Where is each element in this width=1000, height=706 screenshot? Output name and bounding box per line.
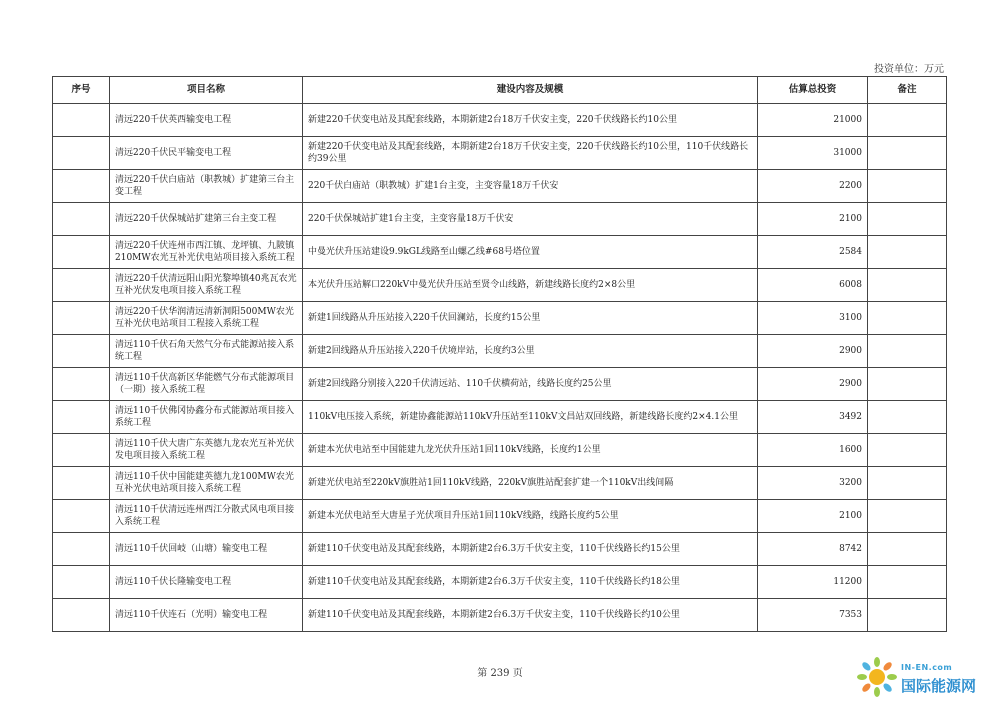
table-row xyxy=(53,335,947,368)
cell-content: 新建220千伏变电站及其配套线路，本期新建2台18万千伏安主变，220千伏线路长约10公里，110千伏线路长约39公里 xyxy=(303,137,758,170)
cell-name: 清远110千伏中国能建英德九龙100MW农光互补光伏电站项目接入系统工程 xyxy=(110,467,303,500)
cell-content: 新建110千伏变电站及其配套线路，本期新建2台6.3万千伏安主变，110千伏线路长约10公里 xyxy=(303,599,758,632)
cell-invest: 2200 xyxy=(758,170,868,203)
cell-note xyxy=(868,500,947,533)
cell-note xyxy=(868,434,947,467)
cell-content: 新建2回线路分别接入220千伏清远站、110千伏横荷站，线路长度约25公里 xyxy=(303,368,758,401)
cell-invest: 8742 xyxy=(758,533,868,566)
project-table xyxy=(52,76,947,632)
table-row xyxy=(53,137,947,170)
watermark-en: IN-EN.com xyxy=(901,663,953,672)
cell-seq xyxy=(53,335,110,368)
sun-flower-logo-icon xyxy=(855,655,899,699)
cell-name: 清远110千伏清远连州西江分散式风电项目接入系统工程 xyxy=(110,500,303,533)
table-row xyxy=(53,401,947,434)
cell-name: 清远110千伏石角天然气分布式能源站接入系统工程 xyxy=(110,335,303,368)
watermark-cn: 国际能源网 xyxy=(901,677,977,695)
cell-name: 清远220千伏华润清远清新洞阳500MW农光互补光伏电站项目工程接入系统工程 xyxy=(110,302,303,335)
cell-invest: 31000 xyxy=(758,137,868,170)
cell-note xyxy=(868,566,947,599)
header-name: 项目名称 xyxy=(110,77,303,104)
cell-invest: 21000 xyxy=(758,104,868,137)
table-row xyxy=(53,104,947,137)
header-note: 备注 xyxy=(868,77,947,104)
table-row xyxy=(53,368,947,401)
cell-content: 中曼光伏升压站建设9.9kGL线路至山螺乙线#68号塔位置 xyxy=(303,236,758,269)
cell-content: 220千伏保城站扩建1台主变，主变容量18万千伏安 xyxy=(303,203,758,236)
table-row xyxy=(53,500,947,533)
cell-note xyxy=(868,599,947,632)
cell-invest: 3200 xyxy=(758,467,868,500)
cell-content: 新建110千伏变电站及其配套线路，本期新建2台6.3万千伏安主变，110千伏线路长约15公里 xyxy=(303,533,758,566)
cell-name: 清远220千伏保城站扩建第三台主变工程 xyxy=(110,203,303,236)
cell-seq xyxy=(53,467,110,500)
table-header-row xyxy=(53,77,947,104)
cell-content: 新建220千伏变电站及其配套线路，本期新建2台18万千伏安主变，220千伏线路长约10公里 xyxy=(303,104,758,137)
cell-seq xyxy=(53,533,110,566)
cell-note xyxy=(868,401,947,434)
table-row xyxy=(53,434,947,467)
cell-content: 220千伏白庙站（职教城）扩建1台主变，主变容量18万千伏安 xyxy=(303,170,758,203)
cell-invest: 1600 xyxy=(758,434,868,467)
cell-name: 清远110千伏长隆输变电工程 xyxy=(110,566,303,599)
cell-seq xyxy=(53,566,110,599)
cell-name: 清远220千伏清远阳山阳光黎埠镇40兆瓦农光互补光伏发电项目接入系统工程 xyxy=(110,269,303,302)
cell-seq xyxy=(53,269,110,302)
table-row xyxy=(53,533,947,566)
cell-invest: 2900 xyxy=(758,368,868,401)
cell-note xyxy=(868,533,947,566)
cell-name: 清远110千伏回岐（山塘）输变电工程 xyxy=(110,533,303,566)
cell-invest: 2900 xyxy=(758,335,868,368)
cell-seq xyxy=(53,500,110,533)
page-number: 第 239 页 xyxy=(477,668,523,679)
cell-name: 清远110千伏连石（光明）输变电工程 xyxy=(110,599,303,632)
cell-note xyxy=(868,104,947,137)
cell-invest: 2584 xyxy=(758,236,868,269)
cell-invest: 3100 xyxy=(758,302,868,335)
header-content: 建设内容及规模 xyxy=(303,77,758,104)
table-row xyxy=(53,269,947,302)
cell-seq xyxy=(53,302,110,335)
cell-invest: 7353 xyxy=(758,599,868,632)
cell-seq xyxy=(53,170,110,203)
cell-content: 新建光伏电站至220kV旗胜站1回110kV线路，220kV旗胜站配套扩建一个110kV出线间隔 xyxy=(303,467,758,500)
table-body xyxy=(53,104,947,632)
table-row xyxy=(53,302,947,335)
cell-content: 本光伏升压站解口220kV中曼光伏升压站至贤令山线路，新建线路长度约2×8公里 xyxy=(303,269,758,302)
table-row xyxy=(53,599,947,632)
cell-content: 新建本光伏电站至大唐星子光伏项目升压站1回110kV线路，线路长度约5公里 xyxy=(303,500,758,533)
cell-name: 清远220千伏连州市西江镇、龙坪镇、九陂镇210MW农光互补光伏电站项目接入系统工程 xyxy=(110,236,303,269)
cell-invest: 3492 xyxy=(758,401,868,434)
cell-seq xyxy=(53,137,110,170)
cell-note xyxy=(868,467,947,500)
cell-content: 新建110千伏变电站及其配套线路，本期新建2台6.3万千伏安主变，110千伏线路长约18公里 xyxy=(303,566,758,599)
cell-seq xyxy=(53,236,110,269)
cell-seq xyxy=(53,434,110,467)
cell-name: 清远110千伏高新区华能燃气分布式能源项目（一期）接入系统工程 xyxy=(110,368,303,401)
watermark-logo xyxy=(855,655,995,701)
cell-note xyxy=(868,170,947,203)
cell-note xyxy=(868,368,947,401)
cell-seq xyxy=(53,203,110,236)
cell-name: 清远220千伏英西输变电工程 xyxy=(110,104,303,137)
cell-content: 新建1回线路从升压站接入220千伏回澜站，长度约15公里 xyxy=(303,302,758,335)
cell-note xyxy=(868,335,947,368)
cell-note xyxy=(868,137,947,170)
cell-invest: 2100 xyxy=(758,203,868,236)
cell-content: 新建本光伏电站至中国能建九龙光伏升压站1回110kV线路，长度约1公里 xyxy=(303,434,758,467)
table-row xyxy=(53,170,947,203)
table-row xyxy=(53,203,947,236)
cell-note xyxy=(868,302,947,335)
cell-invest: 11200 xyxy=(758,566,868,599)
table-row xyxy=(53,566,947,599)
cell-seq xyxy=(53,401,110,434)
cell-invest: 6008 xyxy=(758,269,868,302)
table-row xyxy=(53,236,947,269)
header-seq: 序号 xyxy=(53,77,110,104)
cell-name: 清远220千伏白庙站（职教城）扩建第三台主变工程 xyxy=(110,170,303,203)
cell-seq xyxy=(53,368,110,401)
cell-note xyxy=(868,236,947,269)
cell-seq xyxy=(53,599,110,632)
cell-name: 清远220千伏民平输变电工程 xyxy=(110,137,303,170)
header-invest: 估算总投资 xyxy=(758,77,868,104)
table-row xyxy=(53,467,947,500)
cell-name: 清远110千伏大唐广东英德九龙农光互补光伏发电项目接入系统工程 xyxy=(110,434,303,467)
cell-invest: 2100 xyxy=(758,500,868,533)
cell-name: 清远110千伏佛冈协鑫分布式能源站项目接入系统工程 xyxy=(110,401,303,434)
investment-unit-label: 投资单位：万元 xyxy=(874,64,944,75)
cell-content: 新建2回线路从升压站接入220千伏境岸站，长度约3公里 xyxy=(303,335,758,368)
cell-seq xyxy=(53,104,110,137)
cell-note xyxy=(868,203,947,236)
cell-content: 110kV电压接入系统，新建协鑫能源站110kV升压站至110kV文昌站双回线路，新建线路长度约2×4.1公里 xyxy=(303,401,758,434)
cell-note xyxy=(868,269,947,302)
